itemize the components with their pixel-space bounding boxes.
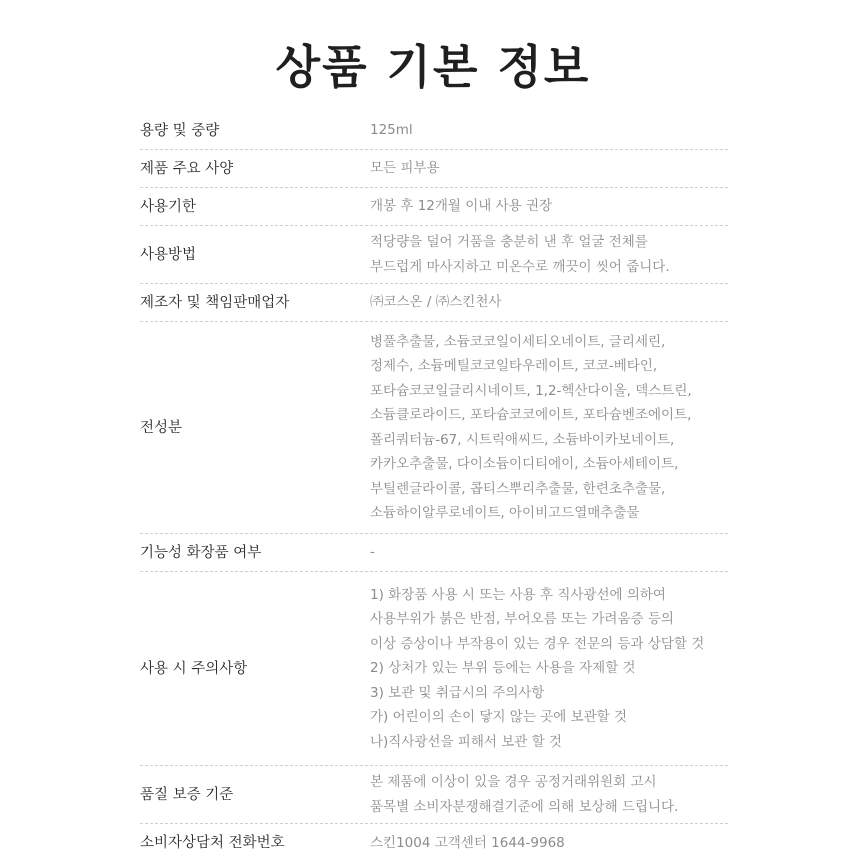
info-value-line: 정제수, 소듐메틸코코일타우레이트, 코코-베타인, (370, 358, 658, 374)
info-value-line: 스킨1004 고객센터 1644-9968 (370, 834, 565, 851)
info-label: 기능성 화장품 여부 (140, 544, 262, 561)
info-value-line: 본 제품에 이상이 있을 경우 공정거래위원회 고시 (370, 774, 657, 790)
info-row (140, 322, 728, 534)
info-label: 전성분 (140, 419, 183, 436)
info-row (140, 766, 728, 824)
info-value (370, 151, 728, 186)
info-value-line: 개봉 후 12개월 이내 사용 권장 (370, 198, 553, 215)
info-row (140, 824, 728, 862)
info-value (370, 765, 728, 824)
info-value-line: 포타슘코코일글리시네이트, 1,2-헥산다이올, 덱스트린, (370, 382, 692, 399)
info-value-line: 가) 어린이의 손이 닿지 않는 곳에 보관할 것 (370, 709, 628, 726)
info-value-line: 폴리쿼터늄-67, 시트릭애씨드, 소듐바이카보네이트, (370, 431, 675, 448)
info-value-line: 이상 증상이나 부작용이 있는 경우 전문의 등과 상담할 것 (370, 635, 705, 652)
info-row (140, 284, 728, 322)
info-label: 사용기한 (140, 198, 197, 215)
info-label: 사용방법 (140, 246, 197, 263)
page-title: 상품 기본 정보 (275, 39, 591, 94)
info-row (140, 112, 728, 150)
info-label: 제품 주요 사양 (140, 160, 234, 177)
info-value-line: 3) 보관 및 취급시의 주의사항 (370, 684, 545, 701)
info-value-line: 2) 상처가 있는 부위 등에는 사용을 자제할 것 (370, 660, 636, 677)
info-value (370, 113, 728, 148)
product-info-table (140, 112, 728, 862)
info-row (140, 226, 728, 284)
info-label: 사용 시 주의사항 (140, 660, 248, 677)
info-value (370, 225, 728, 284)
info-value-line: 품목별 소비자분쟁해결기준에 의해 보상해 드립니다. (370, 798, 679, 815)
info-label: 품질 보증 기준 (140, 786, 234, 803)
info-value-line: 소듐하이알루로네이트, 아이비고드열매추출물 (370, 505, 640, 521)
info-label: 소비자상담처 전화번호 (140, 835, 285, 851)
info-value-line: - (370, 544, 375, 561)
info-label: 제조자 및 책임판매업자 (140, 294, 290, 311)
info-value-line: 카카오추출물, 다이소듐이디티에이, 소듐아세테이트, (370, 456, 679, 472)
info-value (370, 285, 728, 320)
info-value-line: 1) 화장품 사용 시 또는 사용 후 직사광선에 의하여 (370, 586, 666, 603)
info-value-line: 모든 피부용 (370, 160, 440, 177)
info-value-line: ㈜코스온 / ㈜스킨천사 (370, 294, 502, 311)
info-value (370, 826, 728, 861)
info-value-line: 사용부위가 붉은 반점, 부어오름 또는 가려움증 등의 (370, 611, 674, 628)
info-row (140, 188, 728, 226)
info-value-line: 부드럽게 마사지하고 미온수로 깨끗이 씻어 줍니다. (370, 258, 670, 275)
info-value-line: 소듐클로라이드, 포타슘코코에이트, 포타슘벤조에이트, (370, 407, 692, 423)
info-value-line: 125ml (370, 122, 413, 139)
info-value-line: 적당량을 덜어 거품을 충분히 낸 후 얼굴 전체를 (370, 234, 648, 250)
info-value (370, 578, 728, 760)
info-row (140, 534, 728, 572)
info-value-line: 나)직사광선을 피해서 보관 할 것 (370, 733, 562, 750)
info-value (370, 535, 728, 570)
info-value-line: 부틸렌글라이콜, 콥티스뿌리추출물, 한련초추출물, (370, 480, 666, 497)
info-value (370, 325, 728, 531)
info-value-line: 병풀추출물, 소듐코코일이세티오네이트, 글리세린, (370, 333, 666, 350)
info-row (140, 572, 728, 766)
info-row (140, 150, 728, 188)
info-label: 용량 및 중량 (140, 122, 220, 139)
info-value (370, 189, 728, 224)
